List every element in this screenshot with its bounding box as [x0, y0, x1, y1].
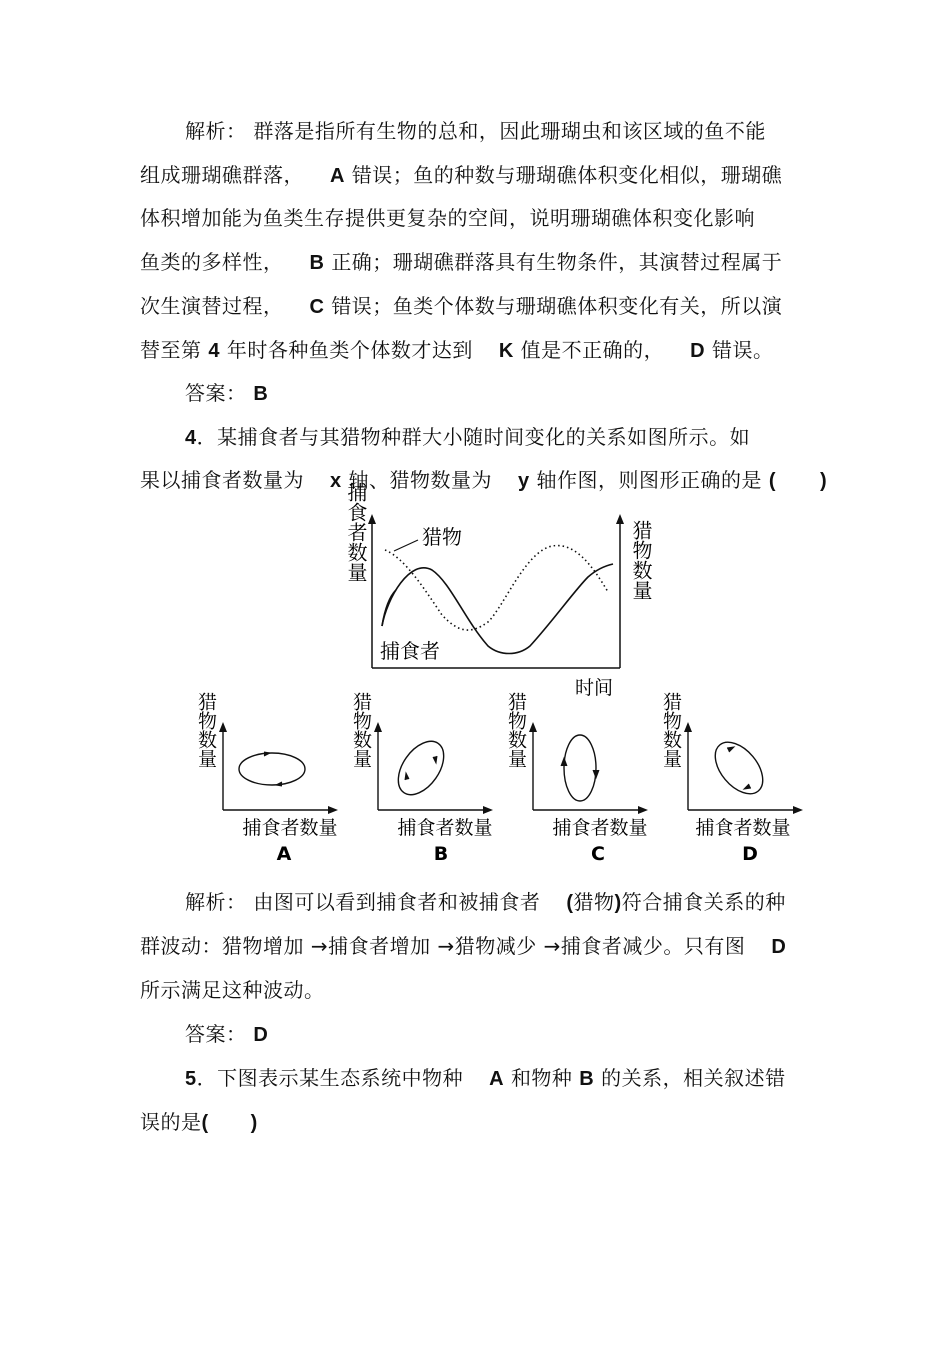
- option-b-y-label: 猎物数量: [350, 692, 372, 768]
- option-c-label: C: [591, 843, 605, 865]
- x-axis-label: 时间: [574, 677, 614, 699]
- right-axis-label: 猎物数量: [629, 520, 653, 600]
- q3-analysis-line-3: 体积增加能为鱼类生存提供更复杂的空间，说明珊瑚礁体积变化影响: [140, 206, 755, 230]
- predator-label: 捕食者: [380, 639, 440, 663]
- option-c-graph: [505, 692, 648, 865]
- prey-curve: [385, 546, 608, 631]
- option-a-label: A: [276, 843, 292, 865]
- q3-analysis-line-4: 鱼类的多样性， B 正确；珊瑚礁群落具有生物条件，其演替过程属于: [140, 250, 783, 274]
- option-b-label: B: [433, 843, 449, 865]
- option-c-x-label: 捕食者数量: [552, 817, 648, 839]
- q3-analysis-line-6: 替至第 4 年时各种鱼类个体数才达到 K 值是不正确的， D 错误。: [140, 338, 774, 362]
- option-a-y-label: 猎物数量: [195, 692, 217, 768]
- q4-answer: 答案： D: [185, 1022, 269, 1046]
- prey-leader: [394, 540, 418, 551]
- predator-curve-tail: [382, 590, 396, 626]
- option-d-graph: [660, 692, 803, 865]
- option-d-x-label: 捕食者数量: [695, 817, 791, 839]
- q3-analysis-line-2: 组成珊瑚礁群落， A 错误；鱼的种数与珊瑚礁体积变化相似，珊瑚礁: [140, 163, 783, 187]
- option-b-graph: [350, 692, 493, 865]
- option-d-label: D: [742, 843, 758, 865]
- q3-analysis-line-5: 次生演替过程， C 错误；鱼类个体数与珊瑚礁体积变化有关，所以演: [140, 294, 783, 318]
- predator-prey-figure: [330, 482, 653, 705]
- option-c-y-label: 猎物数量: [505, 692, 527, 768]
- option-graphs: [190, 692, 810, 868]
- q4-analysis-line-2: 群波动：猎物增加 →捕食者增加 →猎物减少 →捕食者减少。只有图 D: [140, 934, 787, 958]
- right-axis: [616, 514, 624, 668]
- left-axis-label: 捕食者数量: [344, 482, 368, 582]
- option-a-x-label: 捕食者数量: [242, 817, 338, 839]
- q3-answer: 答案： B: [185, 381, 269, 405]
- q4-stem-line-2: 果以捕食者数量为 x 轴、猎物数量为 y 轴作图，则图形正确的是 ( ): [140, 468, 828, 492]
- option-d-y-label: 猎物数量: [660, 692, 682, 768]
- q5-stem-line-2: 误的是( ): [140, 1110, 258, 1134]
- prey-label: 猎物: [422, 525, 462, 549]
- option-b-x-label: 捕食者数量: [397, 817, 493, 839]
- q3-analysis-line-1: 解析： 群落是指所有生物的总和，因此珊瑚虫和该区域的鱼不能: [185, 119, 766, 143]
- q4-stem-line-1: 4．某捕食者与其猎物种群大小随时间变化的关系如图所示。如: [185, 425, 751, 449]
- option-a-graph: [195, 692, 338, 865]
- q4-analysis-line-3: 所示满足这种波动。: [140, 978, 325, 1002]
- q4-analysis-line-1: 解析： 由图可以看到捕食者和被捕食者 (猎物)符合捕食关系的种: [185, 890, 786, 914]
- q5-stem-line-1: 5．下图表示某生态系统中物种 A 和物种 B 的关系，相关叙述错: [185, 1066, 786, 1090]
- left-axis: [368, 514, 376, 668]
